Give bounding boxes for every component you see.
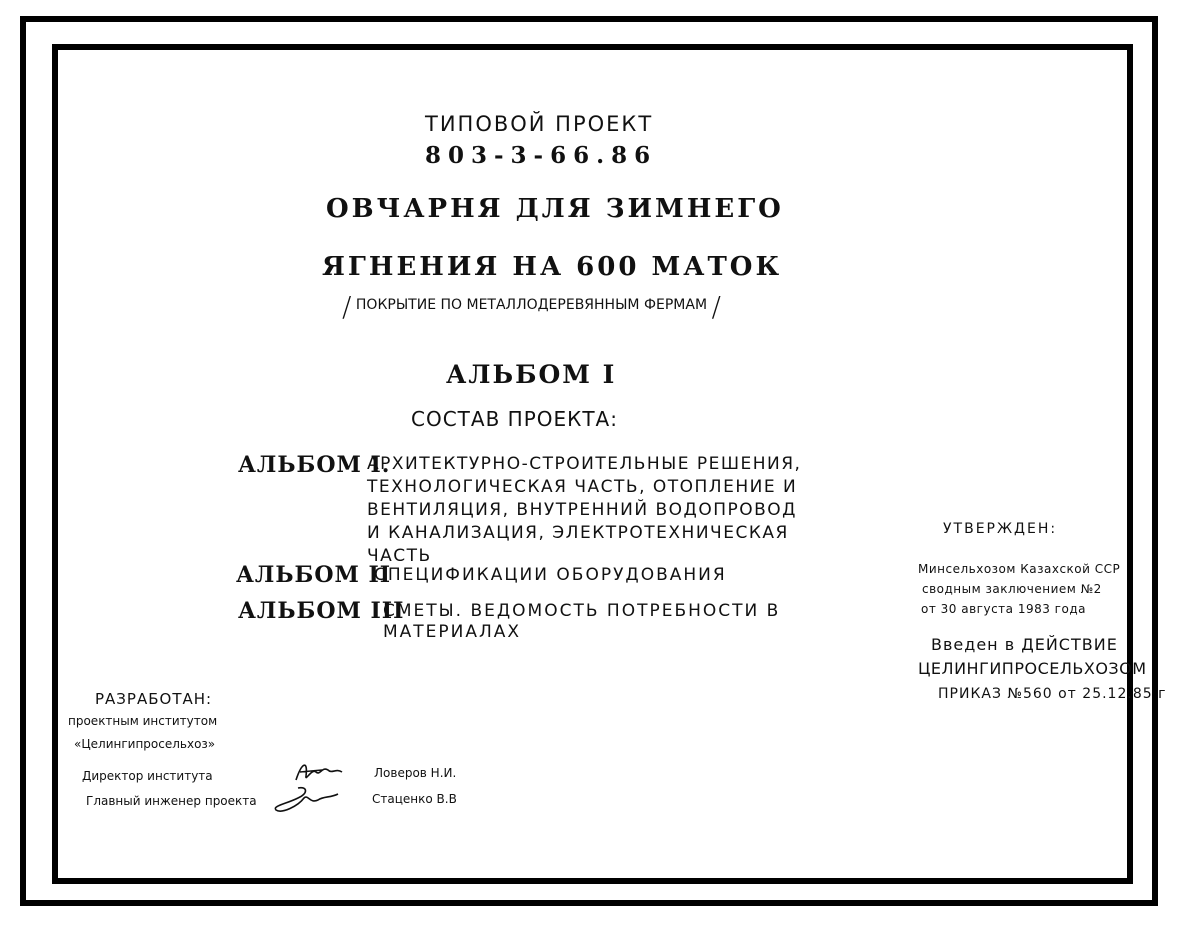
- album-1-line: ВЕНТИЛЯЦИЯ, ВНУТРЕННИЙ ВОДОПРОВОД: [367, 500, 797, 520]
- album-2-label: АЛЬБОМ II: [236, 562, 392, 588]
- project-type-label: ТИПОВОЙ ПРОЕКТ: [425, 112, 654, 136]
- role-chief-engineer: Главный инженер проекта: [86, 794, 257, 808]
- album-1-label: АЛЬБОМ I.: [238, 452, 391, 478]
- signature-chief-engineer: [268, 784, 342, 814]
- developer-line-2: «Целингипросельхоз»: [74, 737, 216, 751]
- enacted-line-3: ПРИКАЗ №560 от 25.12.85 г: [938, 686, 1167, 702]
- album-1-line: ТЕХНОЛОГИЧЕСКАЯ ЧАСТЬ, ОТОПЛЕНИЕ И: [367, 477, 798, 497]
- role-director: Директор института: [82, 769, 213, 783]
- subtitle-slash-right: /: [711, 290, 721, 323]
- approved-heading: УТВЕРЖДЕН:: [943, 521, 1058, 537]
- enacted-line-2: ЦЕЛИНГИПРОСЕЛЬХОЗОМ: [918, 659, 1147, 678]
- album-1-line: АРХИТЕКТУРНО-СТРОИТЕЛЬНЫЕ РЕШЕНИЯ,: [367, 454, 802, 474]
- approval-line-1: Минсельхозом Казахской ССР: [918, 562, 1121, 576]
- subtitle-slash-left: /: [342, 290, 352, 323]
- signature-director: [292, 758, 352, 786]
- title-line-1: ОВЧАРНЯ ДЛЯ ЗИМНЕГО: [326, 194, 784, 224]
- composition-heading: СОСТАВ ПРОЕКТА:: [411, 407, 618, 431]
- name-chief-engineer: Стаценко В.В: [372, 792, 457, 806]
- album-2-description: СПЕЦИФИКАЦИИ ОБОРУДОВАНИЯ: [374, 565, 727, 585]
- approval-line-3: от 30 августа 1983 года: [921, 602, 1086, 616]
- enacted-line-1: Введен в ДЕЙСТВИЕ: [931, 635, 1118, 654]
- album-1-line: ЧАСТЬ: [367, 546, 432, 566]
- name-director: Ловеров Н.И.: [374, 766, 457, 780]
- album-3-description: [383, 601, 780, 643]
- album-1-description: [367, 453, 802, 568]
- album-3-label: АЛЬБОМ III: [238, 598, 405, 624]
- subtitle-text: ПОКРЫТИЕ ПО МЕТАЛЛОДЕРЕВЯННЫМ ФЕРМАМ: [355, 297, 708, 313]
- album-1-line: И КАНАЛИЗАЦИЯ, ЭЛЕКТРОТЕХНИЧЕСКАЯ: [367, 523, 789, 543]
- album-main-title: АЛЬБОМ I: [446, 360, 617, 389]
- title-line-2: ЯГНЕНИЯ НА 600 МАТОК: [322, 252, 783, 282]
- approval-line-2: сводным заключением №2: [922, 582, 1102, 596]
- developer-line-1: проектным институтом: [68, 714, 218, 728]
- subtitle: [342, 290, 721, 323]
- developed-heading: РАЗРАБОТАН:: [95, 690, 213, 708]
- project-number: 803-3-66.86: [425, 142, 658, 169]
- album-3-line: СМЕТЫ. ВЕДОМОСТЬ ПОТРЕБНОСТИ В: [383, 601, 781, 621]
- album-3-line: МАТЕРИАЛАХ: [383, 622, 522, 642]
